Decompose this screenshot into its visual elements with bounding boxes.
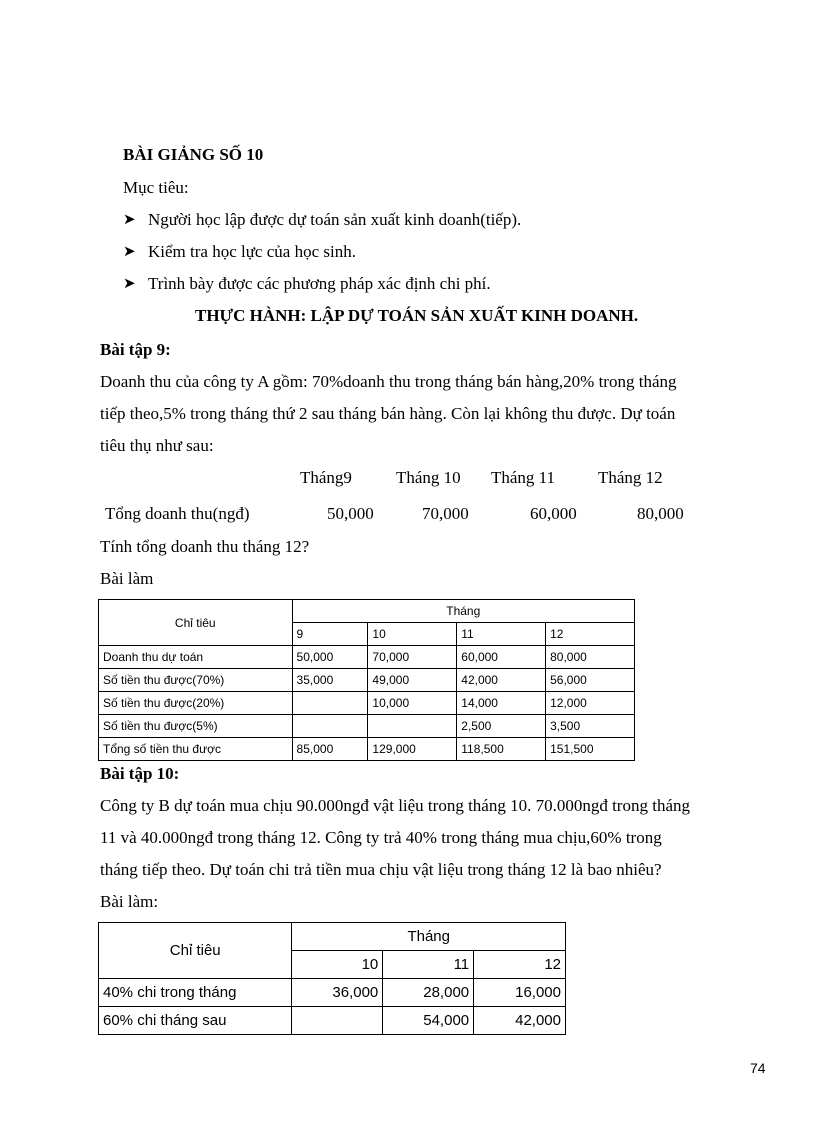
value-cell: 42,000 [474, 1007, 566, 1035]
exercise-10-text: 11 và 40.000ngđ trong tháng 12. Công ty trả 40% trong tháng mua chịu,60% trong [100, 828, 662, 847]
exercise-10-heading: Bài tập 10: [100, 764, 180, 783]
table-row [99, 646, 635, 669]
row-label-cell: Số tiền thu được(70%) [99, 669, 293, 692]
group-header-cell: Tháng [292, 600, 634, 623]
value-cell: 56,000 [546, 669, 635, 692]
month-cell: 10 [368, 623, 457, 646]
objectives-label: Mục tiêu: [123, 178, 189, 197]
month-header: Tháng 11 [491, 468, 556, 487]
value-cell: 70,000 [368, 646, 457, 669]
table-row [99, 1007, 566, 1035]
value-cell: 14,000 [457, 692, 546, 715]
exercise-9-text: tiêu thụ như sau: [100, 436, 214, 455]
month-cell: 12 [474, 951, 566, 979]
value-cell: 3,500 [546, 715, 635, 738]
revenue-label: Tổng doanh thu(ngđ) [105, 504, 250, 523]
value-cell: 35,000 [292, 669, 368, 692]
objective-item: Trình bày được các phương pháp xác định chi phí. [148, 274, 491, 293]
value-cell: 118,500 [457, 738, 546, 761]
value-cell: 36,000 [292, 979, 383, 1007]
revenue-value: 70,000 [422, 504, 469, 523]
table-row [99, 669, 635, 692]
row-label-cell: 60% chi tháng sau [99, 1007, 292, 1035]
objective-item: Kiểm tra học lực của học sinh. [148, 242, 356, 261]
value-cell: 60,000 [457, 646, 546, 669]
month-cell: 12 [546, 623, 635, 646]
value-cell: 85,000 [292, 738, 368, 761]
exercise-10-answer-label: Bài làm: [100, 892, 159, 911]
exercise-9-text: tiếp theo,5% trong tháng thứ 2 sau tháng bán hàng. Còn lại không thu được. Dự toán [100, 404, 676, 423]
exercise-10-text: Công ty B dự toán mua chịu 90.000ngđ vật liệu trong tháng 10. 70.000ngđ trong tháng [100, 796, 690, 815]
payments-table [98, 922, 566, 1035]
exercise-9-answer-label: Bài làm [100, 569, 154, 588]
lecture-title: BÀI GIẢNG SỐ 10 [123, 145, 264, 164]
value-cell: 42,000 [457, 669, 546, 692]
revenue-value: 80,000 [637, 504, 684, 523]
table-row [99, 738, 635, 761]
value-cell [292, 715, 368, 738]
row-header-cell: Chỉ tiêu [99, 923, 292, 979]
revenue-value: 60,000 [530, 504, 577, 523]
value-cell: 129,000 [368, 738, 457, 761]
value-cell: 12,000 [546, 692, 635, 715]
group-header-cell: Tháng [292, 923, 566, 951]
table-row [99, 979, 566, 1007]
row-label-cell: Số tiền thu được(5%) [99, 715, 293, 738]
value-cell: 49,000 [368, 669, 457, 692]
value-cell: 151,500 [546, 738, 635, 761]
month-cell: 11 [457, 623, 546, 646]
value-cell: 10,000 [368, 692, 457, 715]
month-header: Tháng 10 [396, 468, 461, 487]
row-label-cell: Tổng số tiền thu được [99, 738, 293, 761]
month-cell: 9 [292, 623, 368, 646]
row-label-cell: Số tiền thu được(20%) [99, 692, 293, 715]
arrow-bullet-icon: ➤ [123, 244, 136, 260]
arrow-bullet-icon: ➤ [123, 276, 136, 292]
exercise-9-question: Tính tổng doanh thu tháng 12? [100, 537, 310, 556]
row-header-cell: Chỉ tiêu [99, 600, 293, 646]
practice-title: THỰC HÀNH: LẬP DỰ TOÁN SẢN XUẤT KINH DOANH. [195, 306, 639, 325]
value-cell [292, 1007, 383, 1035]
table-row [99, 923, 566, 951]
value-cell [368, 715, 457, 738]
arrow-bullet-icon: ➤ [123, 212, 136, 228]
exercise-10-text: tháng tiếp theo. Dự toán chi trả tiền mua chịu vật liệu trong tháng 12 là bao nhiêu? [100, 860, 662, 879]
exercise-9-heading: Bài tập 9: [100, 340, 171, 359]
table-row [99, 600, 635, 623]
value-cell: 16,000 [474, 979, 566, 1007]
value-cell: 54,000 [383, 1007, 474, 1035]
month-header: Tháng 12 [598, 468, 663, 487]
month-cell: 10 [292, 951, 383, 979]
value-cell: 80,000 [546, 646, 635, 669]
value-cell: 2,500 [457, 715, 546, 738]
month-cell: 11 [383, 951, 474, 979]
exercise-9-text: Doanh thu của công ty A gồm: 70%doanh thu trong tháng bán hàng,20% trong tháng [100, 372, 677, 391]
value-cell: 28,000 [383, 979, 474, 1007]
objective-item: Người học lập được dự toán sản xuất kinh doanh(tiếp). [148, 210, 522, 229]
table-row [99, 715, 635, 738]
revenue-value: 50,000 [327, 504, 374, 523]
table-row [99, 692, 635, 715]
page-number: 74 [750, 1060, 766, 1076]
row-label-cell: 40% chi trong tháng [99, 979, 292, 1007]
collections-table [98, 599, 635, 761]
value-cell: 50,000 [292, 646, 368, 669]
row-label-cell: Doanh thu dự toán [99, 646, 293, 669]
value-cell [292, 692, 368, 715]
month-header: Tháng9 [300, 468, 352, 487]
